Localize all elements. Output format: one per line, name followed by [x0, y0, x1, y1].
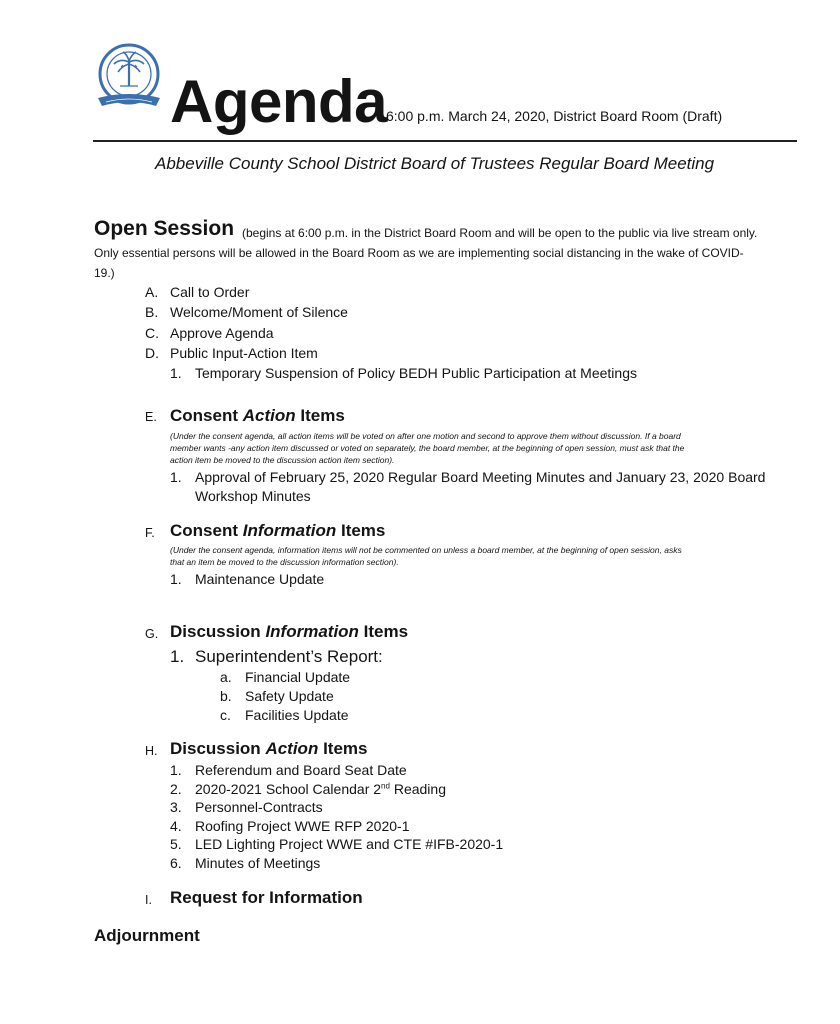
- report-sub-item: Financial Update: [245, 669, 351, 685]
- sub-item: Temporary Suspension of Policy BEDH Public Participation at Meetings: [195, 365, 637, 381]
- sub-item-number: 1.: [170, 762, 182, 778]
- sub-item: [195, 781, 446, 797]
- consent-action-heading: [170, 406, 345, 426]
- report-sub-letter: b.: [220, 688, 232, 704]
- agenda-title: Agenda: [170, 68, 388, 135]
- consent-action-note: member wants -any action item discussed or voted on separately, the board member, at the beginning of open session, must ask that the: [170, 443, 685, 453]
- sub-item: Referendum and Board Seat Date: [195, 762, 407, 778]
- agenda-item: Approve Agenda: [170, 325, 274, 341]
- meeting-info: 6:00 p.m. March 24, 2020, District Board Room (Draft): [386, 108, 723, 124]
- section-letter: F.: [145, 526, 155, 540]
- agenda-item: Call to Order: [170, 284, 250, 300]
- sub-item-number: 1.: [170, 469, 182, 485]
- item-letter: C.: [145, 325, 159, 341]
- district-seal-logo: [96, 40, 162, 120]
- sub-item: Minutes of Meetings: [195, 855, 321, 871]
- sub-item-continued: Workshop Minutes: [195, 488, 311, 504]
- sub-item-number: 1.: [170, 647, 185, 666]
- heading-emphasis: Action: [265, 739, 319, 758]
- ordinal-suffix: nd: [381, 781, 390, 791]
- heading-word: Consent: [170, 406, 238, 425]
- sub-item-number: 1.: [170, 571, 182, 587]
- sub-item: LED Lighting Project WWE and CTE #IFB-2020-1: [195, 836, 504, 852]
- heading-word: Discussion: [170, 739, 261, 758]
- agenda-item: Public Input-Action Item: [170, 345, 318, 361]
- heading-word: Items: [340, 521, 386, 540]
- consent-action-note: action item be moved to the discussion action item section).: [170, 455, 395, 465]
- consent-info-note: (Under the consent agenda, information items will not be commented on unless a board member, at the beginning of open session, asks: [170, 545, 682, 555]
- board-subtitle: Abbeville County School District Board of Trustees Regular Board Meeting: [155, 154, 715, 173]
- open-session-note: 19.): [94, 266, 115, 280]
- superintendent-report: Superintendent’s Report:: [195, 647, 383, 666]
- discussion-info-heading: [170, 622, 408, 642]
- section-letter: E.: [145, 410, 157, 424]
- consent-info-note: that an item be moved to the discussion information section).: [170, 557, 399, 567]
- sub-item-number: 5.: [170, 836, 182, 852]
- heading-word: Consent: [170, 521, 238, 540]
- sub-item: Roofing Project WWE RFP 2020-1: [195, 818, 410, 834]
- sub-item-number: 6.: [170, 855, 182, 871]
- section-letter: G.: [145, 627, 159, 641]
- report-sub-item: Safety Update: [245, 688, 334, 704]
- item-letter: B.: [145, 304, 159, 320]
- sub-item-number: 3.: [170, 799, 182, 815]
- sub-item: Approval of February 25, 2020 Regular Board Meeting Minutes and January 23, 2020 Board: [195, 469, 766, 485]
- header-divider: [93, 140, 797, 142]
- heading-word: Items: [323, 739, 368, 758]
- heading-emphasis: Information: [265, 622, 359, 641]
- adjournment-heading: Adjournment: [94, 926, 200, 945]
- heading-word: Discussion: [170, 622, 261, 641]
- open-session-heading: Open Session: [94, 217, 235, 240]
- sub-item-number: 1.: [170, 365, 182, 381]
- sub-item-number: 4.: [170, 818, 182, 834]
- open-session-note: Only essential persons will be allowed in the Board Room as we are implementing social distancing in the wake of COVID-: [94, 246, 744, 260]
- sub-item: Personnel-Contracts: [195, 799, 323, 815]
- sub-item-label: 2020-2021 School Calendar 2: [195, 781, 382, 797]
- report-sub-letter: a.: [220, 669, 232, 685]
- item-letter: A.: [145, 284, 159, 300]
- sub-item-label-post: Reading: [389, 781, 446, 797]
- heading-emphasis: Action: [242, 406, 296, 425]
- heading-emphasis: Information: [242, 521, 337, 540]
- section-letter: I.: [145, 893, 152, 907]
- sub-item-number: 2.: [170, 781, 182, 797]
- report-sub-letter: c.: [220, 707, 231, 723]
- heading-word: Items: [363, 622, 409, 641]
- item-letter: D.: [145, 345, 159, 361]
- agenda-item: Welcome/Moment of Silence: [170, 304, 348, 320]
- open-session-note: (begins at 6:00 p.m. in the District Board Room and will be open to the public via live stream only.: [242, 226, 758, 240]
- sub-item: Maintenance Update: [195, 571, 325, 587]
- discussion-action-heading: [170, 739, 367, 759]
- consent-action-note: (Under the consent agenda, all action items will be voted on after one motion and second to approve them without discussion. If a board: [170, 431, 681, 441]
- consent-info-heading: [170, 521, 385, 541]
- heading-word: Items: [300, 406, 345, 425]
- section-letter: H.: [145, 744, 158, 758]
- report-sub-item: Facilities Update: [245, 707, 349, 723]
- request-info-heading: Request for Information: [170, 888, 363, 907]
